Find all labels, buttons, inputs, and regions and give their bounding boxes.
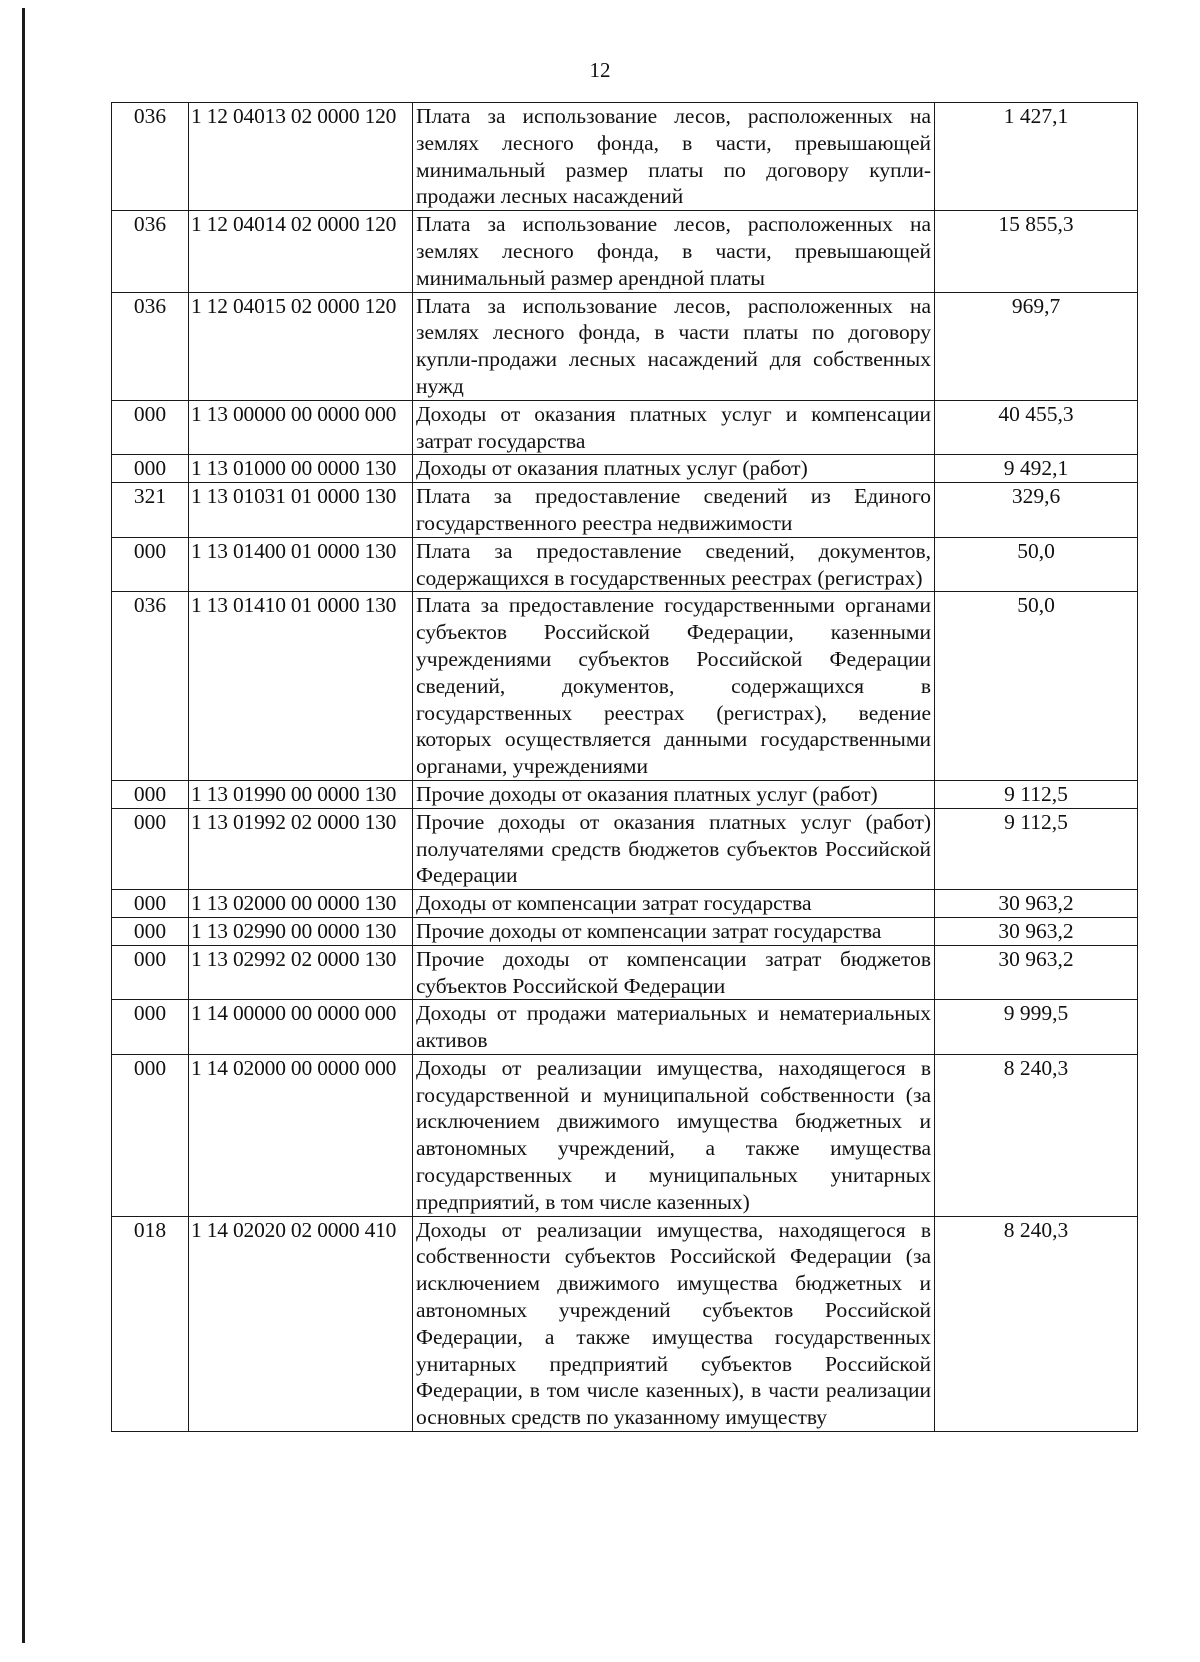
amount-cell: 30 963,2 [935,890,1138,918]
revenue-name-cell: Плата за предоставление государственными органами субъектов Российской Федерации, казенными учреждениями субъектов Российской Федерации сведений, документов, содержащихся в государственных реестрах (регистрах), ведение которых осуществляется данными государственными органами, учреждениями [413,592,935,781]
table-row [112,780,1138,808]
admin-code-cell: 036 [112,592,189,781]
budget-classification-code-cell: 1 13 01990 00 0000 130 [189,780,413,808]
admin-code-cell: 000 [112,455,189,483]
amount-cell: 50,0 [935,537,1138,592]
admin-code-cell: 000 [112,890,189,918]
table-row [112,917,1138,945]
amount-cell: 15 855,3 [935,211,1138,292]
revenue-name-cell: Плата за использование лесов, расположенных на землях лесного фонда, в части, превышающей минимальный размер платы по договору купли-продажи лесных насаждений [413,103,935,211]
table-row [112,537,1138,592]
amount-cell: 9 999,5 [935,1000,1138,1055]
table-row [112,1216,1138,1431]
budget-classification-code-cell: 1 13 00000 00 0000 000 [189,400,413,455]
revenue-name-cell: Доходы от компенсации затрат государства [413,890,935,918]
budget-classification-code-cell: 1 13 01400 01 0000 130 [189,537,413,592]
revenue-table [111,102,1138,1432]
page-number: 12 [589,58,611,82]
table-row [112,400,1138,455]
budget-classification-code-cell: 1 14 00000 00 0000 000 [189,1000,413,1055]
table-row [112,1000,1138,1055]
table-row [112,592,1138,781]
budget-classification-code-cell: 1 13 01992 02 0000 130 [189,808,413,889]
table-row [112,808,1138,889]
table-row [112,455,1138,483]
admin-code-cell: 000 [112,945,189,1000]
revenue-name-cell: Доходы от оказания платных услуг (работ) [413,455,935,483]
budget-classification-code-cell: 1 12 04013 02 0000 120 [189,103,413,211]
budget-classification-code-cell: 1 12 04014 02 0000 120 [189,211,413,292]
revenue-name-cell: Доходы от реализации имущества, находящегося в собственности субъектов Российской Федерации (за исключением движимого имущества бюджетных и автономных учреждений субъектов Российской Федерации, а также имущества государственных унитарных предприятий субъектов Российской Федерации, в том числе казенных), в части реализации основных средств по указанному имуществу [413,1216,935,1431]
revenue-name-cell: Прочие доходы от компенсации затрат государства [413,917,935,945]
amount-cell: 9 112,5 [935,808,1138,889]
budget-classification-code-cell: 1 13 01031 01 0000 130 [189,483,413,538]
table-row [112,211,1138,292]
amount-cell: 8 240,3 [935,1054,1138,1216]
budget-classification-code-cell: 1 13 02992 02 0000 130 [189,945,413,1000]
budget-classification-code-cell: 1 13 02990 00 0000 130 [189,917,413,945]
revenue-name-cell: Доходы от продажи материальных и нематериальных активов [413,1000,935,1055]
table-row [112,483,1138,538]
amount-cell: 9 492,1 [935,455,1138,483]
amount-cell: 1 427,1 [935,103,1138,211]
revenue-table-body [112,103,1138,1432]
revenue-name-cell: Плата за использование лесов, расположенных на землях лесного фонда, в части платы по договору купли-продажи лесных насаждений для собственных нужд [413,292,935,400]
revenue-name-cell: Доходы от реализации имущества, находящегося в государственной и муниципальной собственности (за исключением движимого имущества бюджетных и автономных учреждений, а также имущества государственных и муниципальных унитарных предприятий, в том числе казенных) [413,1054,935,1216]
amount-cell: 30 963,2 [935,917,1138,945]
amount-cell: 9 112,5 [935,780,1138,808]
amount-cell: 50,0 [935,592,1138,781]
budget-classification-code-cell: 1 13 02000 00 0000 130 [189,890,413,918]
budget-classification-code-cell: 1 14 02020 02 0000 410 [189,1216,413,1431]
admin-code-cell: 036 [112,211,189,292]
admin-code-cell: 000 [112,1000,189,1055]
admin-code-cell: 000 [112,917,189,945]
table-row [112,945,1138,1000]
table-row [112,292,1138,400]
revenue-name-cell: Плата за использование лесов, расположенных на землях лесного фонда, в части, превышающей минимальный размер арендной платы [413,211,935,292]
admin-code-cell: 036 [112,103,189,211]
budget-classification-code-cell: 1 12 04015 02 0000 120 [189,292,413,400]
amount-cell: 8 240,3 [935,1216,1138,1431]
revenue-name-cell: Прочие доходы от оказания платных услуг (работ) [413,780,935,808]
admin-code-cell: 018 [112,1216,189,1431]
revenue-name-cell: Доходы от оказания платных услуг и компенсации затрат государства [413,400,935,455]
budget-classification-code-cell: 1 13 01000 00 0000 130 [189,455,413,483]
budget-classification-code-cell: 1 14 02000 00 0000 000 [189,1054,413,1216]
admin-code-cell: 321 [112,483,189,538]
amount-cell: 40 455,3 [935,400,1138,455]
revenue-name-cell: Прочие доходы от оказания платных услуг (работ) получателями средств бюджетов субъектов Российской Федерации [413,808,935,889]
admin-code-cell: 000 [112,780,189,808]
admin-code-cell: 000 [112,400,189,455]
admin-code-cell: 000 [112,537,189,592]
amount-cell: 329,6 [935,483,1138,538]
table-row [112,890,1138,918]
revenue-name-cell: Плата за предоставление сведений из Единого государственного реестра недвижимости [413,483,935,538]
amount-cell: 30 963,2 [935,945,1138,1000]
revenue-name-cell: Плата за предоставление сведений, документов, содержащихся в государственных реестрах (регистрах) [413,537,935,592]
admin-code-cell: 036 [112,292,189,400]
admin-code-cell: 000 [112,808,189,889]
admin-code-cell: 000 [112,1054,189,1216]
amount-cell: 969,7 [935,292,1138,400]
budget-classification-code-cell: 1 13 01410 01 0000 130 [189,592,413,781]
binding-edge-line [22,8,25,1643]
revenue-name-cell: Прочие доходы от компенсации затрат бюджетов субъектов Российской Федерации [413,945,935,1000]
table-row [112,1054,1138,1216]
table-row [112,103,1138,211]
